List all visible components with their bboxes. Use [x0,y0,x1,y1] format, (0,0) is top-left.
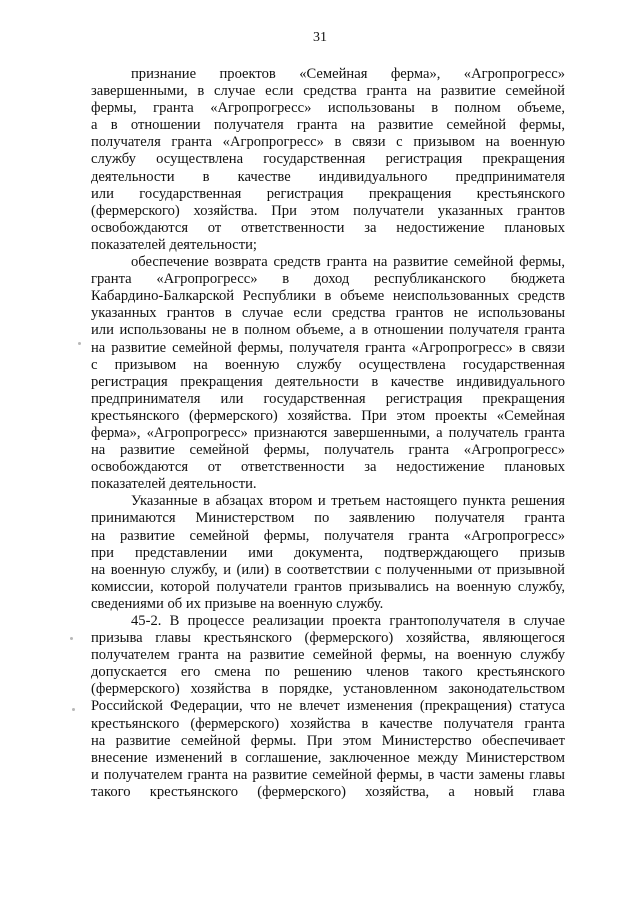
text-line: или государственная регистрация прекращения крестьянского [91,185,565,202]
text-line: обеспечение возврата средств гранта на развитие семейной фермы, [131,254,565,271]
text-line: при представлении ими документа, подтверждающего призыв [91,544,565,561]
text-line: призыва главы крестьянского (фермерского) хозяйства, являющегося [91,630,565,647]
text-line: с призывом на военную службу осуществлена государственная [91,356,565,373]
text-line: а в отношении получателя гранта на развитие семейной фермы, [91,117,565,134]
text-line: на развитие семейной фермы, получатель гранта «Агропрогресс» [91,442,565,459]
text-line: допускается его смена по решению членов такого крестьянского [91,664,565,681]
text-line: завершенными, в случае если средства гранта на развитие семейной [91,83,565,100]
text-line: или использованы не в полном объеме, а в отношении получателя гранта [91,322,565,339]
document-body [91,66,565,801]
text-line: предпринимателя или государственная регистрация прекращения [91,390,565,407]
text-line: признание проектов «Семейная ферма», «Агропрогресс» [131,66,565,82]
text-line: освобождаются от ответственности за недостижение плановых [91,459,565,476]
text-line: регистрация прекращения деятельности в качестве индивидуального [91,373,565,390]
text-line: (фермерского) хозяйства. При этом получатели указанных грантов [91,202,565,219]
text-line: Российской Федерации, что не влечет изменения (прекращения) статуса [91,698,565,715]
text-line: такого крестьянского (фермерского) хозяйства, а новый глава [91,783,565,800]
text-line: (фермерского) хозяйства в порядке, установленном законодательством [91,681,565,698]
text-line: внесение изменений в соглашение, заключенное между Министерством [91,749,565,766]
text-line: получателя гранта «Агропрогресс» в связи с призывом на военную [91,134,565,151]
text-line: на развитие семейной фермы. При этом Министерство обеспечивает [91,732,565,749]
page-number: 31 [313,30,327,45]
scan-artifact [78,342,81,345]
text-line: на развитие семейной фермы, получателя гранта «Агропрогресс» [91,527,565,544]
text-line: получателем гранта на развитие семейной фермы, на военную службу [91,647,565,664]
text-line: и получателем гранта на развитие семейной фермы, в части замены главы [91,766,565,783]
text-line: фермы, гранта «Агропрогресс» использованы в полном объеме, [91,100,565,117]
scan-artifact [72,708,75,711]
scan-artifact [70,637,73,640]
text-line: службу осуществлена государственная регистрация прекращения [91,151,565,168]
text-line: Указанные в абзацах втором и третьем настоящего пункта решения [131,493,565,510]
text-line: показателей деятельности; [91,236,257,253]
text-line: на военную службу, и (или) в соответствии с полученными от призывной [91,561,565,578]
text-line: ферма», «Агропрогресс» признаются завершенными, а получатель гранта [91,424,565,441]
text-line: на развитие семейной фермы, получателя гранта «Агропрогресс» в связи [91,339,565,356]
text-line: показателей деятельности. [91,476,257,493]
text-line: 45-2. В процессе реализации проекта грантополучателя в случае [131,613,565,629]
text-line: освобождаются от ответственности за недостижение плановых [91,219,565,236]
text-line: сведениями об их призыве на военную службу. [91,595,384,612]
text-line: комиссии, которой получатели грантов призывались на военную службу, [91,578,565,595]
text-line: деятельности в качестве индивидуального предпринимателя [91,168,565,185]
text-line: крестьянского (фермерского) хозяйства. При этом проекты «Семейная [91,407,565,424]
text-line: Кабардино-Балкарской Республики в объеме неиспользованных средств [91,288,565,305]
text-line: крестьянского (фермерского) хозяйства в качестве получателя гранта [91,715,565,732]
text-line: указанных грантов в случае если средства грантов не использованы [91,305,565,322]
text-line: принимаются Министерством по заявлению получателя гранта [91,510,565,527]
text-line: гранта «Агропрогресс» в доход республиканского бюджета [91,271,565,288]
